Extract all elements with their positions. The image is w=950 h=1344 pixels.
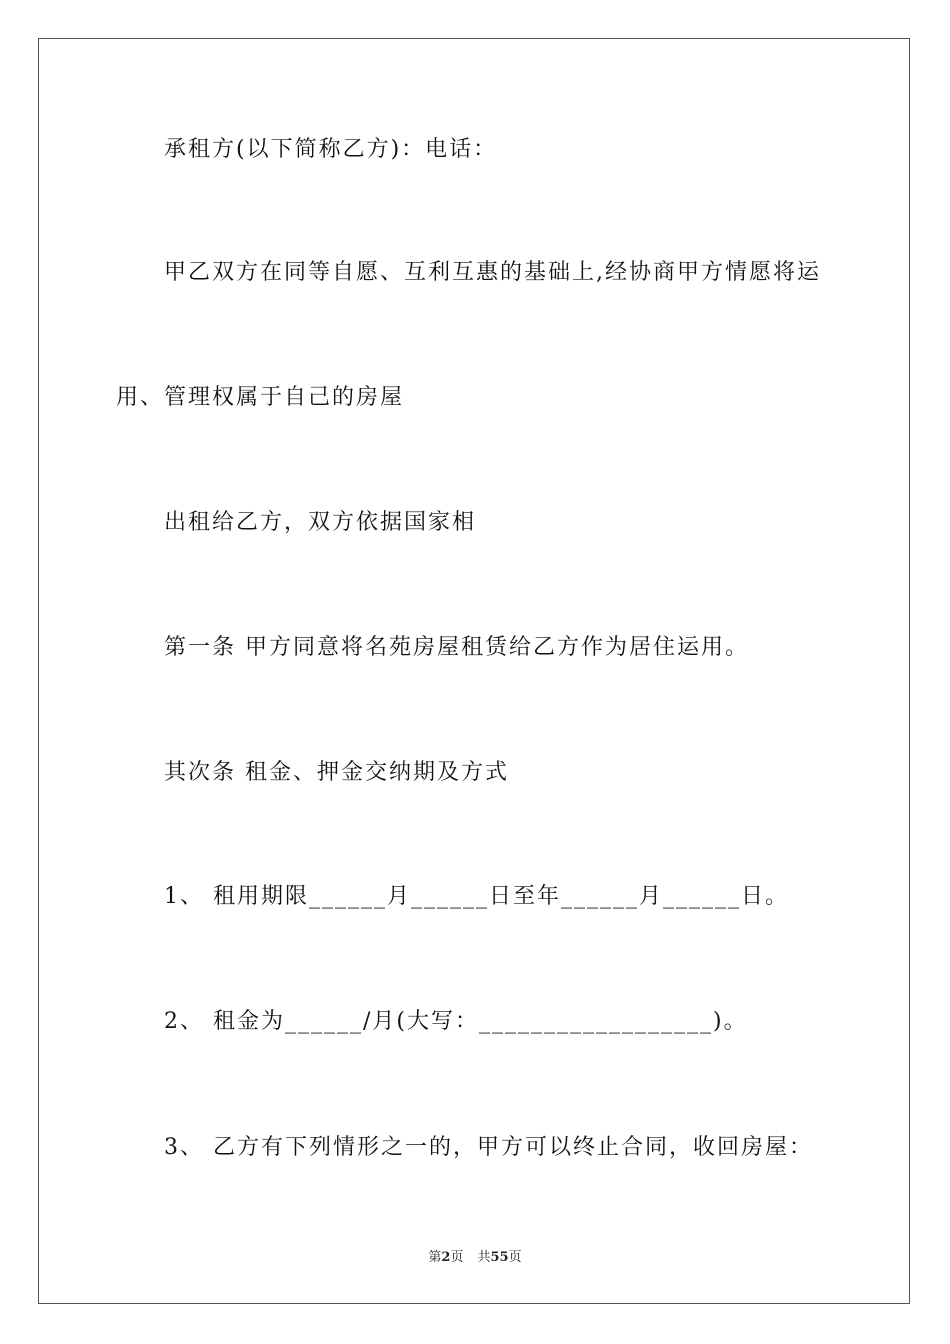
footer-total-prefix: 共: [477, 1250, 491, 1265]
footer-page-number: 2: [441, 1250, 451, 1265]
paragraph-termination-conditions: 3、 乙方有下列情形之一的，甲方可以终止合同，收回房屋：: [164, 1135, 813, 1160]
paragraph-article-2-heading: 其次条 租金、押金交纳期及方式: [164, 760, 509, 785]
footer-total-suffix: 页: [508, 1250, 522, 1265]
paragraph-article-1: 第一条 甲方同意将名苑房屋租赁给乙方作为居住运用。: [164, 635, 749, 660]
paragraph-agreement-continued: 用、管理权属于自己的房屋: [116, 385, 405, 410]
footer-total-pages: 55: [490, 1250, 509, 1265]
page-footer: [0, 1249, 950, 1267]
footer-page-suffix: 页: [450, 1250, 464, 1265]
paragraph-lessee-info: 承租方(以下简称乙方)：电话：: [164, 137, 498, 162]
paragraph-rent-amount: 2、 租金为______/月(大写：__________________)。: [164, 1009, 748, 1034]
footer-page-prefix: 第: [428, 1250, 442, 1265]
paragraph-lease-term: 1、 租用期限______月______日至年______月______日。: [164, 884, 789, 909]
paragraph-rent-out: 出租给乙方，双方依据国家相: [164, 510, 477, 535]
paragraph-agreement-intro: 甲乙双方在同等自愿、互利互惠的基础上,经协商甲方情愿将运: [164, 260, 821, 285]
page-frame: [38, 38, 910, 1304]
